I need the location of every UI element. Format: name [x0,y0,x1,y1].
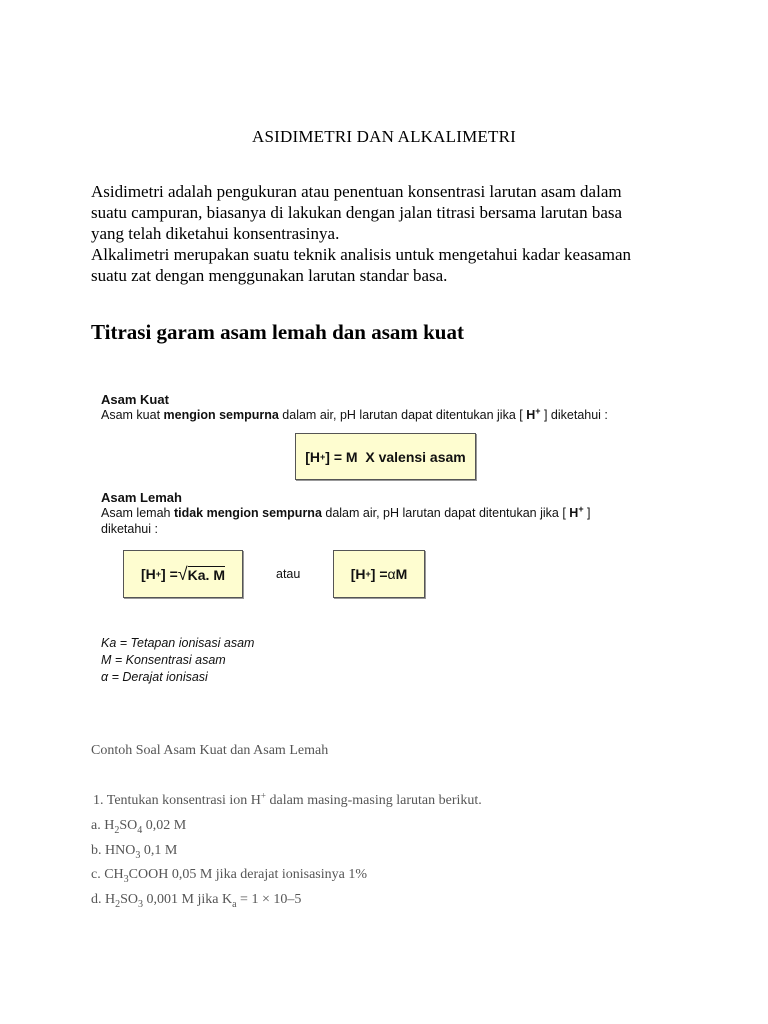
option-b [91,843,177,859]
strong-acid-formula-box: [H + ] = M X valensi asam [295,433,476,480]
text-segment-bold: H [526,408,536,422]
text-segment: Asam kuat [101,408,164,422]
text-segment: SO [120,892,139,907]
text-segment: 0,001 M jika K [143,892,233,907]
subscript: 2 [114,824,120,836]
weak-acid-formula-alpha-box: [H + ] = α M [333,550,425,598]
strong-acid-title: Asam Kuat [101,392,169,407]
text-segment: ] [583,506,591,520]
legend-ka: Ka = Tetapan ionisasi asam [101,636,255,650]
text-segment: = 1 × 10–5 [236,892,302,907]
formula-part: Ka. M [187,566,225,583]
alpha-symbol: α [387,566,396,582]
weak-acid-title: Asam Lemah [101,490,182,505]
intro-line: suatu campuran, biasanya di lakukan dengan jalan titrasi bersama larutan basa [91,203,623,222]
option-a [91,818,186,834]
text-segment: c. CH [91,867,124,882]
option-c [91,867,367,883]
section-heading: Titrasi garam asam lemah dan asam kuat [91,320,464,344]
text-segment-bold: H [569,506,579,520]
text-segment: dalam air, pH larutan dapat ditentukan jika [ [278,408,527,422]
weak-acid-section [101,490,661,537]
formula-part: [H [350,566,366,582]
subscript: 3 [135,849,141,861]
strong-acid-text [101,407,661,423]
formula-part: ] = [161,566,178,582]
weak-acid-text [101,505,661,521]
text-segment: SO [119,818,138,833]
formula-part: M [395,566,408,582]
intro-line: Alkalimetri merupakan suatu teknik analisis untuk mengetahui kadar keasaman [91,245,632,264]
text-segment: Asam lemah [101,506,174,520]
text-segment: dalam masing-masing larutan berikut. [265,793,482,808]
text-segment: b. HNO [91,843,136,858]
acid-formula-figure [101,392,661,423]
superscript: + [578,503,584,514]
text-segment: d. H [91,892,116,907]
subscript: a [232,898,237,910]
text-segment: ] diketahui : [540,408,608,422]
formula-part: X valensi asam [365,448,466,465]
weak-acid-text-line2: diketahui : [101,522,158,536]
intro-line: suatu zat dengan menggunakan larutan standar basa. [91,266,448,285]
figure-legend [101,635,254,686]
formula-part: ] = M [325,448,358,465]
intro-line: Asidimetri adalah pengukuran atau penentuan konsentrasi larutan asam dalam [91,182,622,201]
text-segment: COOH 0,05 M jika derajat ionisasinya 1% [128,867,368,882]
text-segment-bold: tidak mengion sempurna [173,506,322,520]
subscript: 2 [115,898,121,910]
question-1 [93,790,482,809]
formula-part: ] = [370,566,388,582]
text-segment: a. H [91,818,115,833]
text-segment: 1. Tentukan konsentrasi ion H [93,793,261,808]
legend-m: M = Konsentrasi asam [101,653,226,667]
superscript: + [535,405,541,416]
option-d [91,892,301,908]
text-segment: 0,1 M [140,843,178,858]
or-label: atau [276,567,301,581]
document-title: ASIDIMETRI DAN ALKALIMETRI [252,127,516,146]
text-segment-bold: mengion sempurna [163,408,279,422]
intro-line: yang telah diketahui konsentrasinya. [91,224,340,243]
legend-alpha: α = Derajat ionisasi [101,670,208,684]
text-segment: 0,02 M [142,818,187,833]
weak-acid-formula-sqrt-box: [H + ] = √ Ka. M [123,550,243,598]
subscript: 3 [123,873,129,885]
formula-part: [H [305,448,321,465]
sqrt-symbol: √ [177,563,188,584]
formula-part: [H [140,566,156,582]
subscript: 4 [137,824,143,836]
examples-title: Contoh Soal Asam Kuat dan Asam Lemah [91,743,329,758]
text-segment: dalam air, pH larutan dapat ditentukan jika [ [321,506,570,520]
subscript: 3 [138,898,144,910]
intro-paragraph [91,181,671,286]
superscript: + [260,790,266,801]
